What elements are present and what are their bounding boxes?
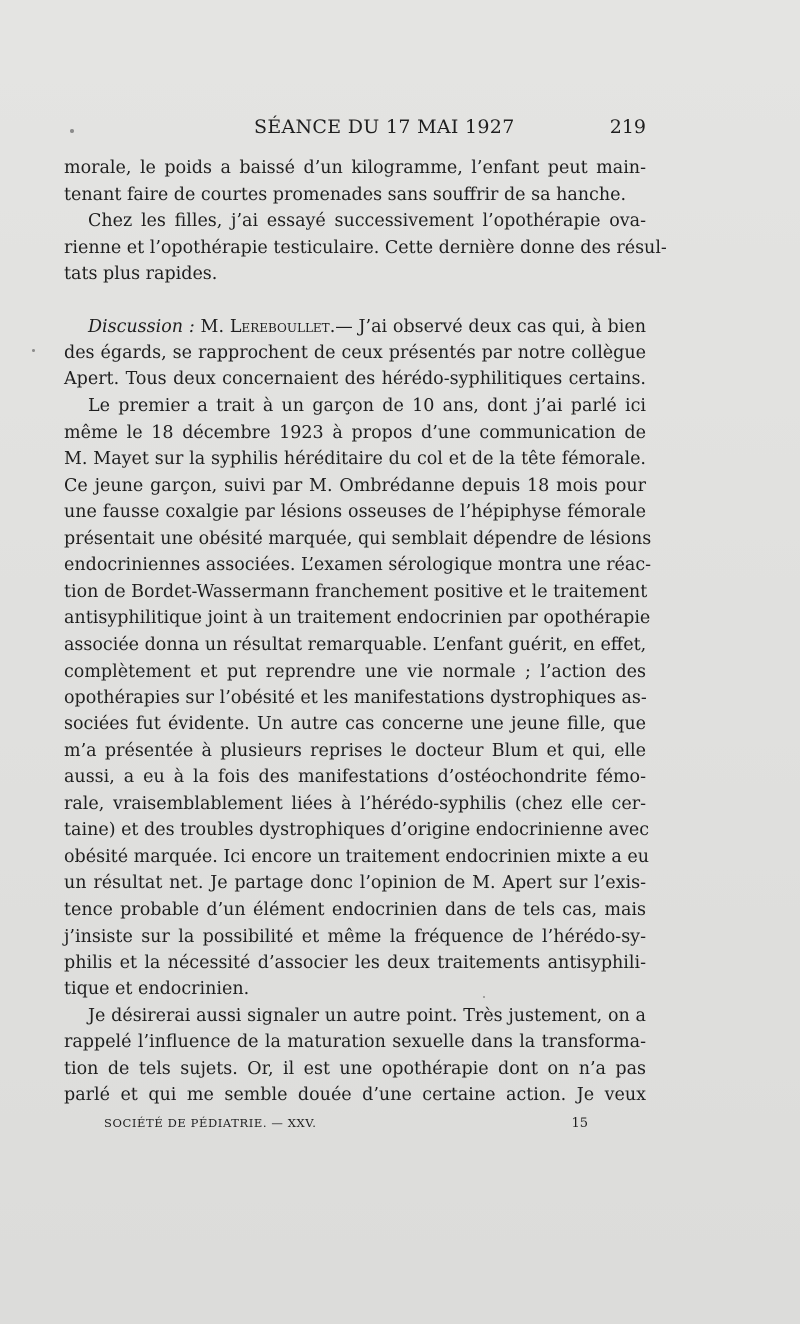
text-line: Ce jeune garçon, suivi par M. Ombrédanne depuis 18 mois pour [64,476,646,496]
text-line: Chez les filles, j’ai essayé successivement l’opothérapie ova- [88,211,646,231]
page-header [64,116,648,140]
text-line: tion de Bordet-Wassermann franchement positive et le traitement [64,582,648,602]
text-line: complètement et put reprendre une vie normale ; l’action des [64,662,646,682]
text-line: .— J’ai observé deux cas qui, à bien [329,317,646,337]
text-line: obésité marquée. Ici encore un traitement endocrinien mixte a eu [64,847,650,867]
text-line: un résultat net. Je partage donc l’opinion de M. Apert sur l’exis- [64,873,646,893]
text-line: M. Mayet sur la syphilis héréditaire du col et de la tête fémorale. [64,449,646,469]
text-line: même le 18 décembre 1923 à propos d’une communication de [64,423,646,443]
scan-speck [32,349,35,352]
text-line: rienne et l’opothérapie testiculaire. Cette dernière donne des résul- [64,238,667,258]
text-line: présentait une obésité marquée, qui semblait dépendre de lésions [64,529,652,549]
text-line: m’a présentée à plusieurs reprises le docteur Blum et qui, elle [64,741,646,761]
text-line: tenant faire de courtes promenades sans souffrir de sa hanche. [64,185,627,205]
text-line: aussi, a eu à la fois des manifestations d’ostéochondrite fémo- [64,767,646,787]
text-line: parlé et qui me semble douée d’une certaine action. Je veux [64,1085,646,1105]
text-line: Apert. Tous deux concernaient des hérédo-syphilitiques certains. [64,369,646,389]
text-line: taine) et des troubles dystrophiques d’origine endocrinienne avec [64,820,650,840]
text-line: Je désirerai aussi signaler un autre point. Très justement, on a [88,1006,646,1026]
text-line: tence probable d’un élément endocrinien dans de tels cas, mais [64,900,646,920]
text-line: des égards, se rapprochent de ceux présentés par notre collègue [64,343,646,363]
author-prefix: M. [200,317,225,337]
text-line: sociées fut évidente. Un autre cas concerne une jeune fille, que [64,714,646,734]
text-line: philis et la nécessité d’associer les deux traitements antisyphili- [64,953,646,973]
running-head: SÉANCE DU 17 MAI 1927 [254,116,515,138]
text-line: tique et endocrinien. [64,979,250,999]
text-line: opothérapies sur l’obésité et les manifestations dystrophiques as- [64,688,647,708]
discussion-author: Lereboullet [229,317,330,337]
page-footer [104,1116,588,1138]
footer-signature-number: 15 [571,1116,588,1131]
discussion-label: Discussion : [88,317,195,337]
discussion-first-line [88,314,646,340]
text-line: une fausse coxalgie par lésions osseuses de l’hépiphyse fémorale [64,502,646,522]
text-line: antisyphilitique joint à un traitement endocrinien par opothérapie [64,608,651,628]
page-number: 219 [609,116,646,138]
text-line: rale, vraisemblablement liées à l’hérédo-syphilis (chez elle cer- [64,794,646,814]
text-line: Le premier a trait à un garçon de 10 ans, dont j’ai parlé ici [88,396,646,416]
text-line: tats plus rapides. [64,264,218,284]
text-line: j’insiste sur la possibilité et même la fréquence de l’hérédo-sy- [64,927,646,947]
text-line: tion de tels sujets. Or, il est une opothérapie dont on n’a pas [64,1059,646,1079]
footer-signature: SOCIÉTÉ DE PÉDIATRIE. — XXV. [104,1116,317,1130]
text-line: associée donna un résultat remarquable. L’enfant guérit, en effet, [64,635,647,655]
text-line: morale, le poids a baissé d’un kilogramme, l’enfant peut main- [64,158,646,178]
text-line: endocriniennes associées. L’examen sérologique montra une réac- [64,555,652,575]
text-line: rappelé l’influence de la maturation sexuelle dans la transforma- [64,1032,646,1052]
